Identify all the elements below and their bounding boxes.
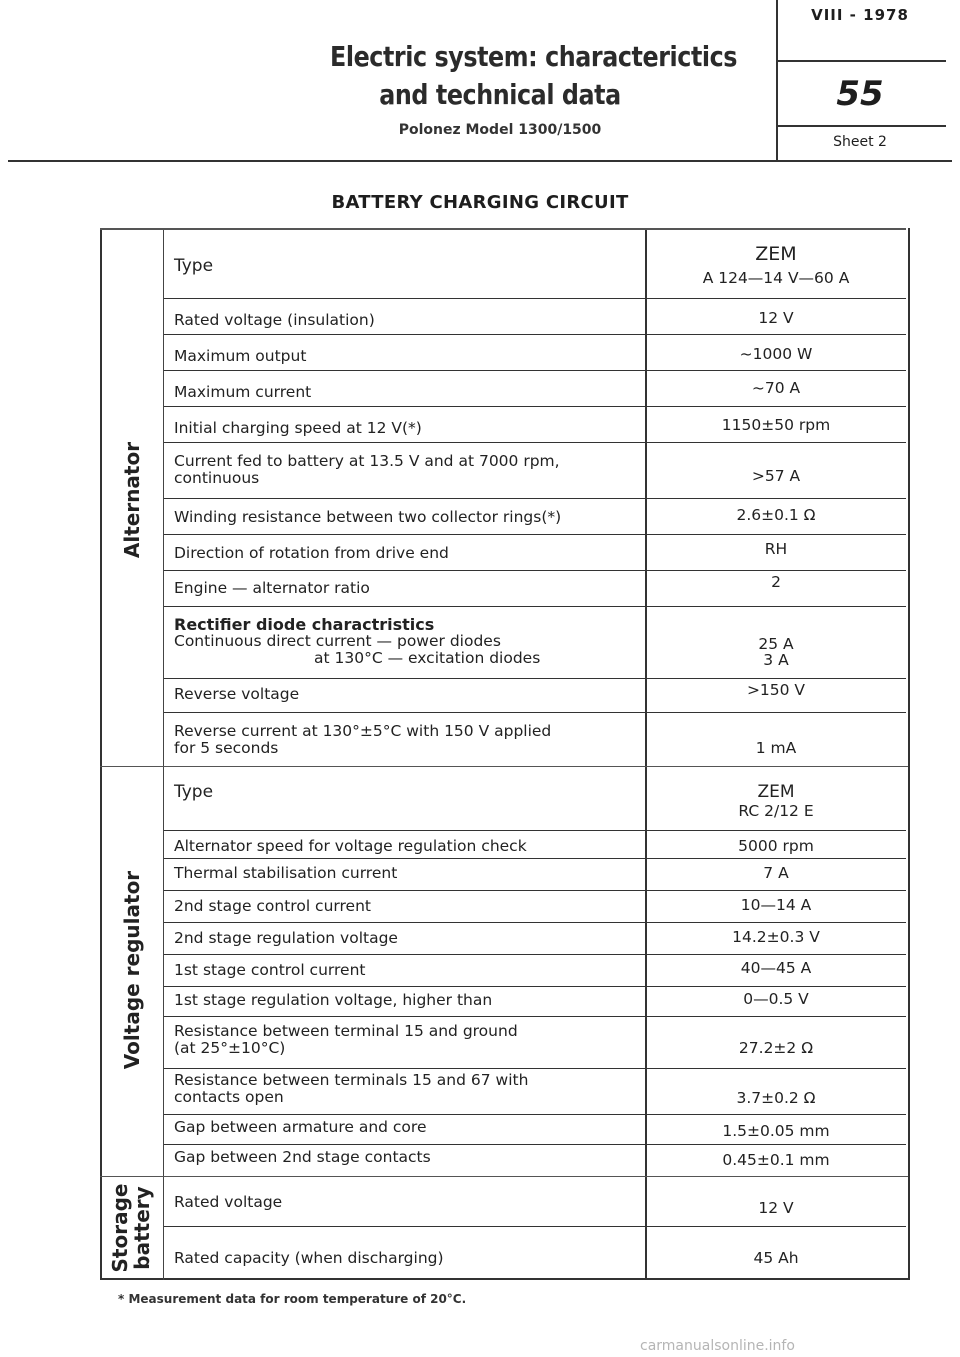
group-label-voltage-regulator: Voltage regulator (120, 870, 144, 1070)
param-label-cont: continuous (174, 469, 260, 487)
table-row (164, 370, 906, 406)
table-row (164, 858, 906, 890)
param-label: 1st stage regulation voltage, higher than (174, 991, 493, 1009)
param-label: Maximum current (174, 383, 312, 401)
sheet-label: Sheet 2 (833, 134, 887, 150)
param-value: 1 mA (755, 739, 797, 757)
page-subtitle: Polonez Model 1300/1500 (398, 122, 602, 138)
table-row (164, 1226, 906, 1278)
param-label: Continuous direct current — power diodes (174, 632, 501, 650)
param-value: ~70 A (751, 379, 801, 397)
param-label: Resistance between terminals 15 and 67 with (174, 1071, 529, 1089)
param-value: 3 A (763, 651, 789, 669)
footnote: * Measurement data for room temperature of 20°C. (118, 1292, 467, 1306)
param-label: Rated voltage (insulation) (174, 311, 375, 329)
param-label: Reverse current at 130°±5°C with 150 V applied (174, 722, 552, 740)
param-label: Direction of rotation from drive end (174, 544, 449, 562)
table-row (164, 606, 906, 678)
param-label: Thermal stabilisation current (174, 864, 398, 882)
table-row (164, 1176, 906, 1226)
param-value-brand: ZEM (755, 243, 797, 265)
param-label: Alternator speed for voltage regulation check (174, 837, 527, 855)
table-row (164, 230, 906, 298)
param-value: 12 V (758, 1199, 794, 1217)
param-value: 7 A (763, 864, 789, 882)
group-label-alternator: Alternator (120, 441, 144, 559)
param-label: Gap between 2nd stage contacts (174, 1148, 431, 1166)
param-value-brand: ZEM (757, 782, 795, 802)
param-label: 2nd stage regulation voltage (174, 929, 398, 947)
param-label: Engine — alternator ratio (174, 579, 370, 597)
document-code: VIII - 1978 (811, 6, 909, 24)
param-value: 25 A (758, 635, 794, 653)
param-value: 1150±50 rpm (721, 416, 831, 434)
table-row (164, 678, 906, 712)
param-label: Rated voltage (174, 1193, 283, 1211)
param-label: 1st stage control current (174, 961, 366, 979)
param-label: 2nd stage control current (174, 897, 371, 915)
param-value: 27.2±2 Ω (738, 1039, 814, 1057)
rectifier-heading: Rectifier diode charactristics (174, 615, 435, 634)
param-label: Initial charging speed at 12 V(*) (174, 419, 422, 437)
table-row (164, 1144, 906, 1176)
page-number: 55 (836, 74, 884, 114)
param-label: Type (174, 256, 214, 276)
param-value: 40—45 A (740, 959, 812, 977)
param-value: 2.6±0.1 Ω (736, 506, 816, 524)
param-label: Resistance between terminal 15 and ground (174, 1022, 518, 1040)
param-value: 0.45±0.1 mm (722, 1151, 830, 1169)
param-value: ~1000 W (739, 345, 813, 363)
param-label: Gap between armature and core (174, 1118, 427, 1136)
param-label: Reverse voltage (174, 685, 300, 703)
param-value: >57 A (751, 467, 801, 485)
param-value: RH (764, 540, 788, 558)
param-label: Winding resistance between two collector rings(*) (174, 508, 562, 526)
table-row (164, 1068, 906, 1114)
table-row (164, 442, 906, 498)
param-value: A 124—14 V—60 A (702, 269, 850, 287)
page-title-line1: Electric system: characterictics (330, 40, 738, 73)
table-bottom-border (100, 1278, 908, 1280)
param-value: 0—0.5 V (743, 990, 809, 1008)
page-title-line2: and technical data (379, 78, 621, 111)
header-divider (776, 0, 778, 160)
group-label-battery: battery (130, 1186, 154, 1270)
table-row (164, 1016, 906, 1068)
table-row (164, 890, 906, 922)
header-bottom-rule (8, 160, 952, 162)
table-row (164, 712, 906, 766)
param-label: Rated capacity (when discharging) (174, 1249, 444, 1267)
table-row (164, 298, 906, 334)
param-value: 45 Ah (753, 1249, 799, 1267)
group-label-storage: Storage (108, 1183, 132, 1273)
table-row (164, 986, 906, 1016)
header-rule (776, 60, 946, 62)
param-value: 12 V (758, 309, 794, 327)
param-label: Type (174, 782, 214, 802)
param-value: >150 V (746, 681, 806, 699)
table-row (164, 406, 906, 442)
param-label: Current fed to battery at 13.5 V and at 7000 rpm, (174, 452, 560, 470)
param-value: 1.5±0.05 mm (722, 1122, 830, 1140)
table-row (164, 922, 906, 954)
header-rule (776, 125, 946, 127)
table-row (164, 570, 906, 606)
table-row (164, 830, 906, 858)
section-title: BATTERY CHARGING CIRCUIT (331, 192, 629, 213)
table-row (164, 766, 906, 830)
param-value: 3.7±0.2 Ω (736, 1089, 816, 1107)
param-label-cont: for 5 seconds (174, 739, 279, 757)
table-row (164, 334, 906, 370)
table-row (164, 1114, 906, 1144)
param-label: Maximum output (174, 347, 307, 365)
param-value: 5000 rpm (738, 837, 814, 855)
param-value: RC 2/12 E (738, 802, 814, 820)
param-label-cont: contacts open (174, 1088, 284, 1106)
param-value: 14.2±0.3 V (732, 928, 820, 946)
table-row (164, 498, 906, 534)
watermark: carmanualsonline.info (640, 1338, 795, 1354)
table-row (164, 954, 906, 986)
param-value: 2 (771, 573, 781, 591)
param-value: 10—14 A (740, 896, 812, 914)
param-label: at 130°C — excitation diodes (314, 649, 541, 667)
table-row (164, 534, 906, 570)
param-label-cont: (at 25°±10°C) (174, 1039, 286, 1057)
